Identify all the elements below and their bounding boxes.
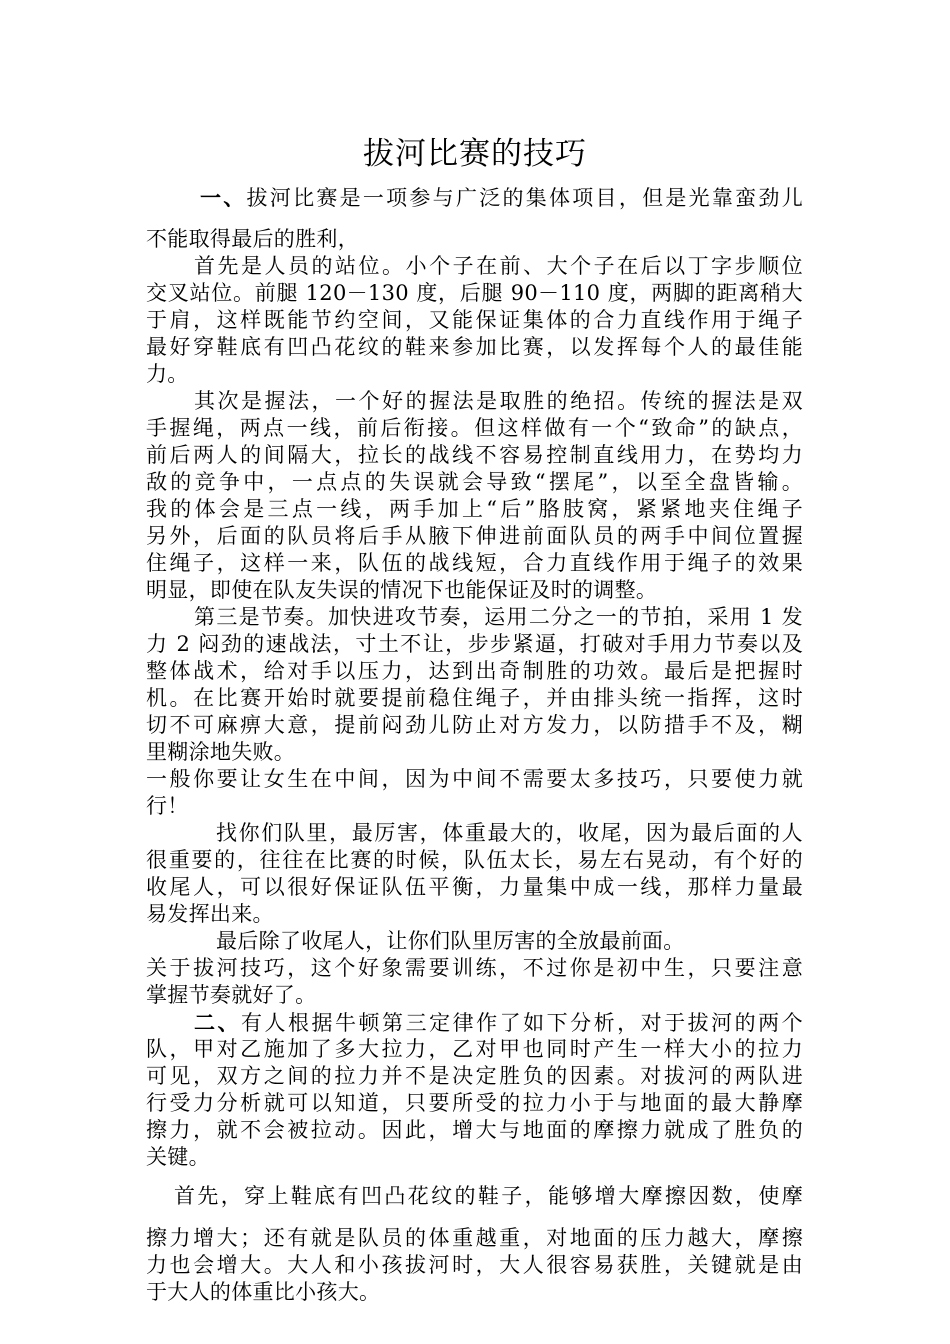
section-one-marker: 一、 bbox=[200, 185, 247, 210]
p8-line-4: 于大人的体重比小孩大。 bbox=[146, 1280, 381, 1304]
p8-line-1: 首先，穿上鞋底有凹凸花纹的鞋子，能够增大摩擦因数，使摩 bbox=[174, 1184, 803, 1208]
document-title: 拔河比赛的技巧 bbox=[363, 136, 587, 172]
s2-line-2: 队，甲对乙施加了多大拉力，乙对甲也同时产生一样大小的拉力 bbox=[146, 1037, 803, 1061]
p8-line-3: 力也会增大。大人和小孩拔河时，大人很容易获胜，关键就是由 bbox=[146, 1253, 803, 1277]
p3-line-1: 第三是节奏。加快进攻节奏，运用二分之一的节拍，采用 1 发 bbox=[194, 605, 803, 629]
section-two-marker: 二、 bbox=[194, 1010, 242, 1035]
p1-line-3: 于肩，这样既能节约空间，又能保证集体的合力直线作用于绳子 bbox=[146, 308, 803, 332]
p3-line-6: 里糊涂地失败。 bbox=[146, 740, 296, 764]
intro-line-2: 不能取得最后的胜利， bbox=[146, 227, 359, 251]
s2-text: 有人根据牛顿第三定律作了如下分析，对于拔河的两个 bbox=[241, 1011, 803, 1035]
p3-line-5: 切不可麻痹大意，提前闷劲儿防止对方发力，以防措手不及，糊 bbox=[146, 713, 803, 737]
s2-line-6: 关键。 bbox=[146, 1145, 210, 1169]
intro-text: 拔河比赛是一项参与广泛的集体项目，但是光靠蛮劲儿 bbox=[246, 186, 803, 210]
p3-line-3: 整体战术，给对手以压力，达到出奇制胜的功效。最后是把握时 bbox=[146, 659, 803, 683]
p1-line-2: 交叉站位。前腿 120－130 度，后腿 90－110 度，两脚的距离稍大 bbox=[146, 281, 803, 305]
p7-line-2: 掌握节奏就好了。 bbox=[146, 983, 317, 1007]
intro-line-1 bbox=[200, 184, 803, 212]
p3-line-4: 机。在比赛开始时就要提前稳住绳子，并由排头统一指挥，这时 bbox=[146, 686, 803, 710]
p1-line-5: 力。 bbox=[146, 362, 189, 386]
p4-line-1: 一般你要让女生在中间，因为中间不需要太多技巧，只要使力就 bbox=[146, 767, 803, 791]
p7-line-1: 关于拔河技巧，这个好象需要训练，不过你是初中生，只要注意 bbox=[146, 956, 803, 980]
p5-line-3: 收尾人，可以很好保证队伍平衡，力量集中成一线，那样力量最 bbox=[146, 875, 803, 899]
p6-line-1: 最后除了收尾人，让你们队里厉害的全放最前面。 bbox=[216, 929, 685, 953]
s2-line-4: 行受力分析就可以知道，只要所受的拉力小于与地面的最大静摩 bbox=[146, 1091, 803, 1115]
s2-line-5: 擦力，就不会被拉动。因此，增大与地面的摩擦力就成了胜负的 bbox=[146, 1118, 803, 1142]
p2-line-7: 住绳子，这样一来，队伍的战线短，合力直线作用于绳子的效果 bbox=[146, 551, 803, 575]
p3-line-2: 力 2 闷劲的速战法，寸土不让，步步紧逼，打破对手用力节奏以及 bbox=[146, 632, 803, 656]
p2-line-5: 我的体会是三点一线，两手加上“后”胳肢窝，紧紧地夹住绳子 bbox=[146, 497, 803, 521]
p2-line-1: 其次是握法，一个好的握法是取胜的绝招。传统的握法是双 bbox=[194, 389, 803, 413]
p1-line-1: 首先是人员的站位。小个子在前、大个子在后以丁字步顺位 bbox=[194, 254, 803, 278]
p5-line-2: 很重要的，往往在比赛的时候，队伍太长，易左右晃动，有个好的 bbox=[146, 848, 803, 872]
p4-line-2: 行！ bbox=[146, 794, 189, 818]
p2-line-6: 另外，后面的队员将后手从腋下伸进前面队员的两手中间位置握 bbox=[146, 524, 803, 548]
s2-line-1 bbox=[194, 1009, 803, 1037]
p5-line-1: 找你们队里，最厉害，体重最大的，收尾，因为最后面的人 bbox=[216, 821, 803, 845]
p5-line-4: 易发挥出来。 bbox=[146, 902, 274, 926]
p2-line-3: 前后两人的间隔大，拉长的战线不容易控制直线用力，在势均力 bbox=[146, 443, 803, 467]
p2-line-8: 明显，即使在队友失误的情况下也能保证及时的调整。 bbox=[146, 578, 658, 602]
p2-line-4: 敌的竞争中，一点点的失误就会导致“摆尾”，以至全盘皆输。 bbox=[146, 470, 803, 494]
p8-line-2: 擦力增大；还有就是队员的体重越重，对地面的压力越大，摩擦 bbox=[146, 1226, 803, 1250]
p1-line-4: 最好穿鞋底有凹凸花纹的鞋来参加比赛，以发挥每个人的最佳能 bbox=[146, 335, 803, 359]
p2-line-2: 手握绳，两点一线，前后衔接。但这样做有一个“致命”的缺点， bbox=[146, 416, 803, 440]
s2-line-3: 可见，双方之间的拉力并不是决定胜负的因素。对拔河的两队进 bbox=[146, 1064, 803, 1088]
